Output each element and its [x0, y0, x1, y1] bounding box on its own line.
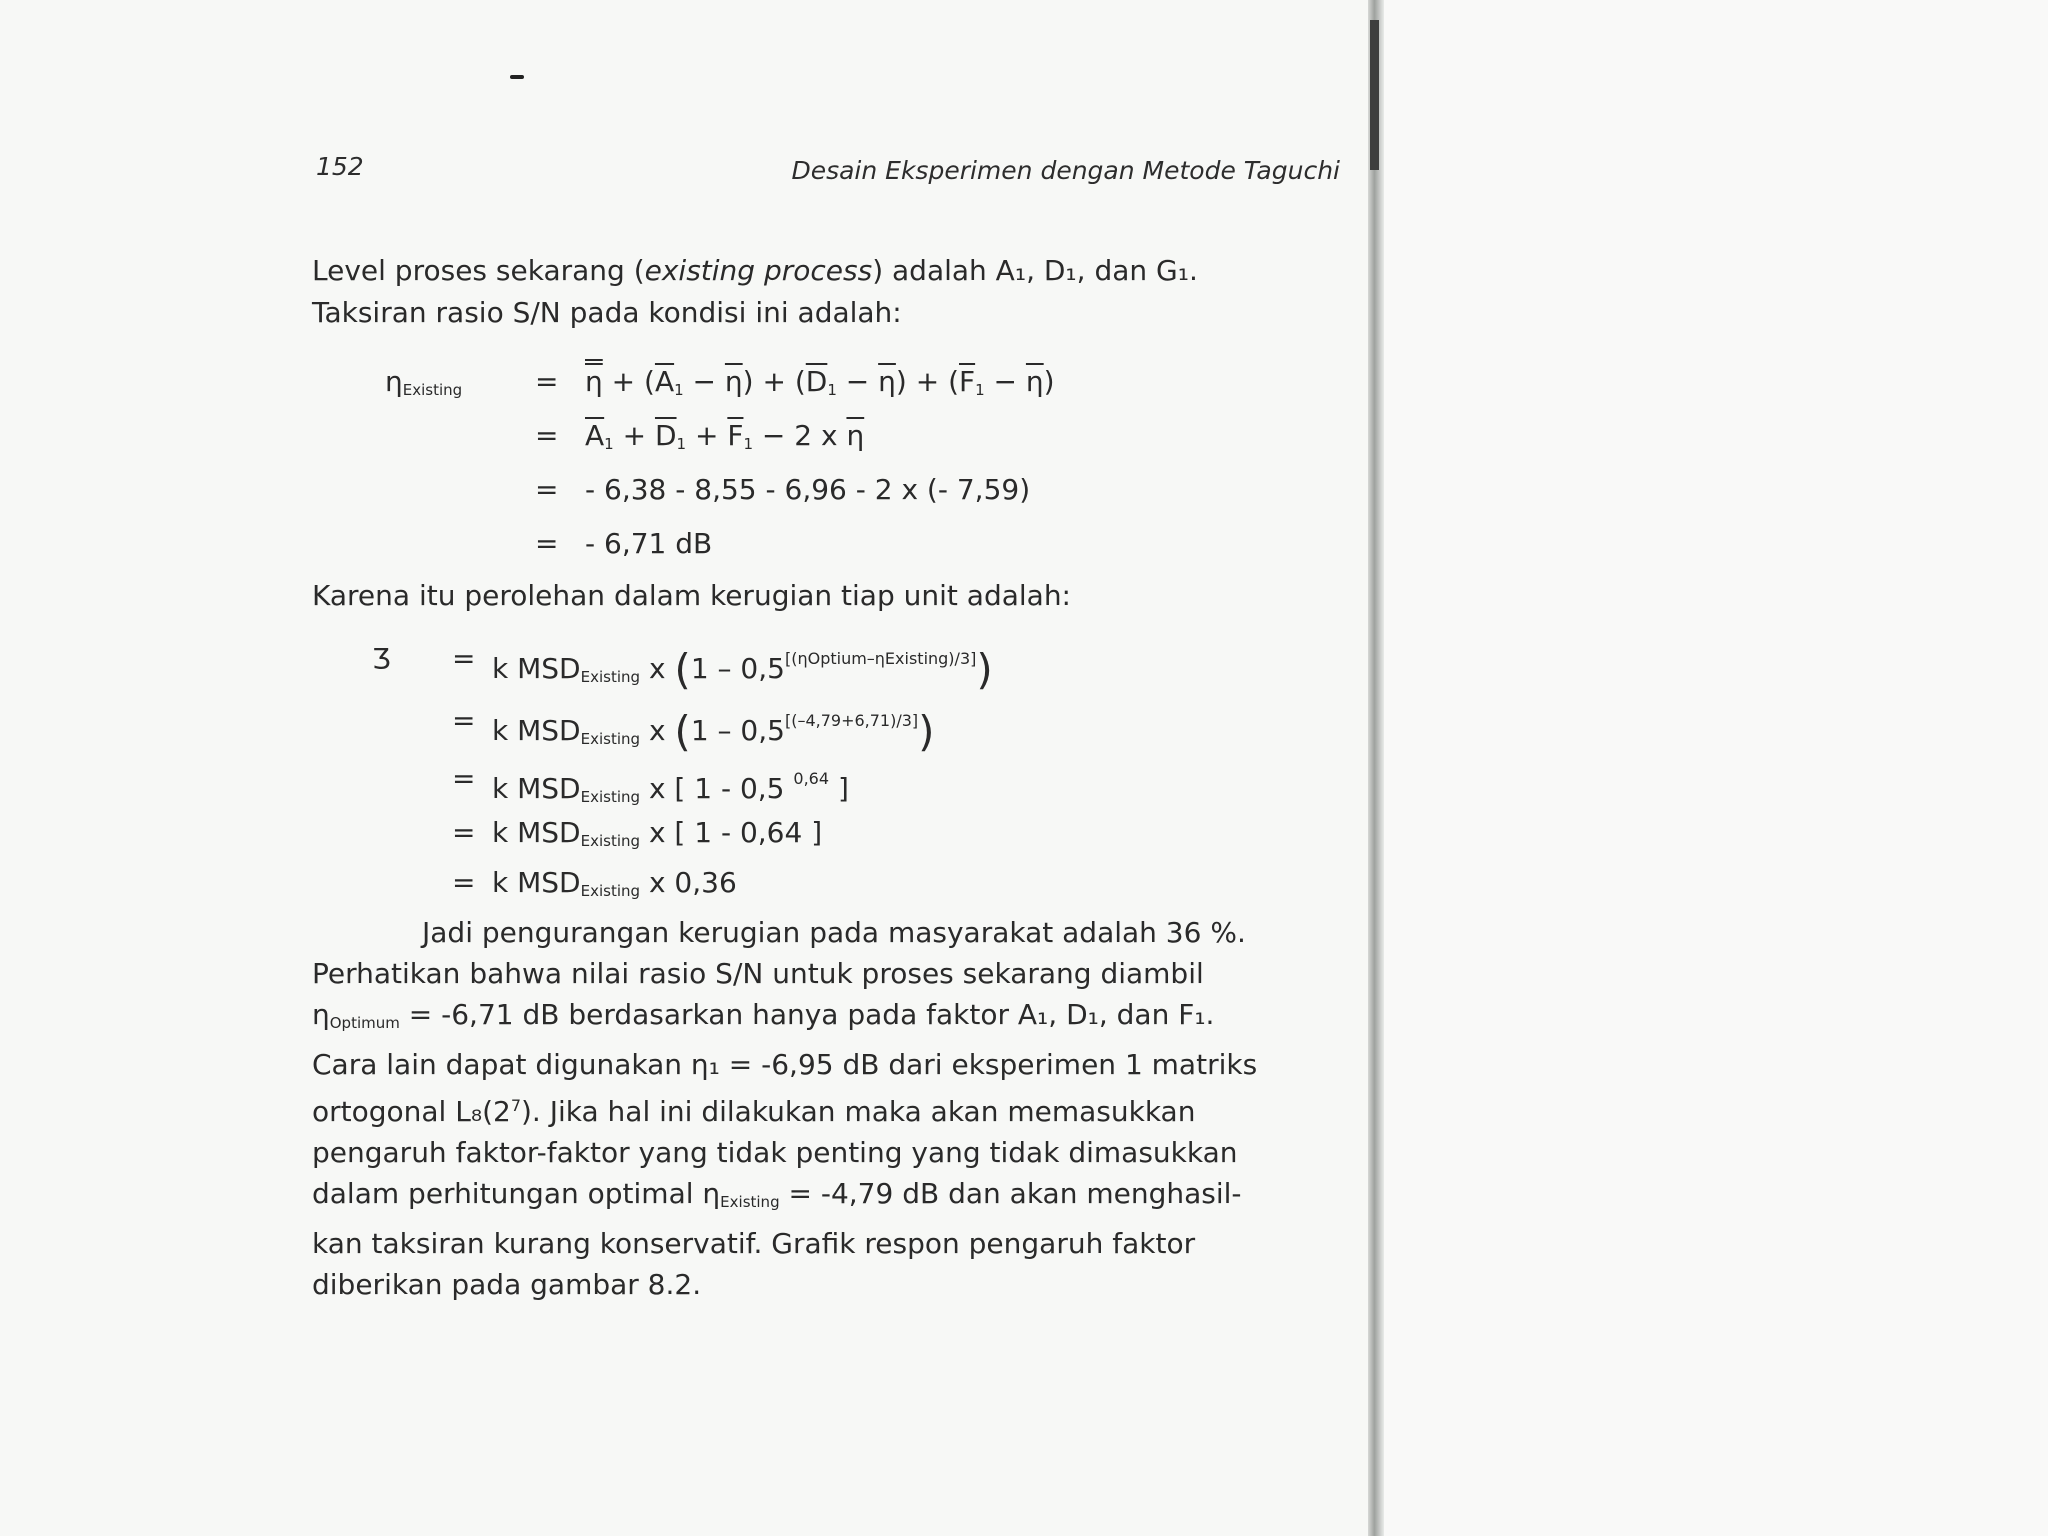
page-header	[316, 152, 1340, 192]
one-minus: 1 – 0,5	[690, 652, 785, 685]
kmsd-sub: Existing	[580, 832, 641, 850]
kmsd-text: k MSD	[492, 866, 581, 899]
loss-row-5	[372, 854, 1312, 904]
conclusion-line5	[312, 1085, 1332, 1132]
karena-line: Karena itu perolehan dalam kerugian tiap unit adalah:	[312, 579, 1071, 612]
eta-step1: $\eta + (\overline{A}_1 - \overline{\eta}) + (\overline{D}_1 - \overline{\eta}) + (\overline{F}_1 - \overline{\eta})$	[585, 365, 1055, 399]
kmsd-sub: Existing	[580, 882, 641, 900]
times-sign: x	[648, 866, 666, 899]
eta-step4: - 6,71 dB	[585, 527, 713, 560]
conclusion-line3-rest: = -6,71 dB berdasarkan hanya pada faktor A₁, D₁, dan F₁.	[399, 998, 1215, 1031]
kmsd-text: k MSD	[492, 652, 581, 685]
intro-paragraph	[312, 250, 1332, 334]
times-sign: x	[648, 652, 666, 685]
eta-row-2	[385, 409, 1285, 463]
equals-sign: =	[452, 762, 476, 795]
intro-line1-prefix: Level proses sekarang (	[312, 254, 645, 287]
loss-row-4	[372, 804, 1312, 854]
equals-sign: =	[452, 704, 476, 737]
page-edge-shadow	[1370, 20, 1379, 170]
equals-sign: =	[535, 527, 559, 560]
kmsd-sub: Existing	[580, 788, 641, 806]
exponent-1: [(ηOptium–ηExisting)/3]	[784, 649, 977, 668]
step3-exponent: 0,64	[793, 769, 830, 788]
kmsd-text: k MSD	[492, 816, 581, 849]
conclusion-line7-prefix: dalam perhitungan optimal η	[312, 1177, 721, 1210]
equals-sign: =	[452, 866, 476, 899]
kmsd-text: k MSD	[492, 714, 581, 747]
conclusion-line3	[312, 994, 1332, 1044]
conclusion-line5-prefix: ortogonal L₈(2	[312, 1095, 511, 1128]
equals-sign: =	[535, 419, 559, 452]
conclusion-line7-suffix: = -4,79 dB dan akan menghasil-	[779, 1177, 1242, 1210]
conclusion-line2: Perhatikan bahwa nilai rasio S/N untuk proses sekarang diambil	[312, 957, 1204, 990]
kmsd-sub: Existing	[580, 730, 641, 748]
eta-step3: - 6,38 - 8,55 - 6,96 - 2 x (- 7,59)	[585, 473, 1031, 506]
eta-optimum-sub: Optimum	[329, 1014, 400, 1032]
book-page	[300, 140, 1340, 1340]
conclusion-line4: Cara lain dapat digunakan η₁ = -6,95 dB dari eksperimen 1 matriks	[312, 1048, 1258, 1081]
conclusion-line6: pengaruh faktor-faktor yang tidak penting yang tidak dimasukkan	[312, 1136, 1238, 1169]
eta-existing-sub: Existing	[720, 1193, 780, 1211]
conclusion-line5-exponent: 7	[510, 1096, 521, 1115]
loss-step5	[492, 854, 737, 920]
eta-existing-derivation	[385, 355, 1285, 571]
kmsd-sub: Existing	[580, 668, 641, 686]
step3-b: ]	[837, 772, 849, 805]
times-sign: x	[648, 714, 666, 747]
eta-row-4	[385, 517, 1285, 571]
conclusion-line7	[312, 1173, 1332, 1223]
one-minus: 1 – 0,5	[690, 714, 785, 747]
loss-step2: k $MSD_{Existing}$ x (1 – 0,5[(–4,79+6,71)/3])	[492, 707, 935, 756]
eta-existing-label	[385, 355, 462, 417]
eta-row-1	[385, 355, 1285, 409]
conclusion-line5-suffix: ). Jika hal ini dilakukan maka akan memasukkan	[521, 1095, 1196, 1128]
conclusion-line8: kan taksiran kurang konservatif. Grafik respon pengaruh faktor	[312, 1227, 1196, 1260]
loss-derivation	[372, 630, 1312, 904]
page-edge	[1368, 0, 1384, 1536]
loss-row-2	[372, 692, 1312, 756]
conclusion-paragraph	[312, 912, 1332, 1305]
kmsd-text: k MSD	[492, 772, 581, 805]
step4-value: [ 1 - 0,64 ]	[674, 816, 823, 849]
page-number: 152	[316, 152, 364, 181]
equals-sign: =	[535, 473, 559, 506]
equals-sign: =	[452, 642, 476, 675]
conclusion-line1: Jadi pengurangan kerugian pada masyarakat adalah 36 %.	[422, 916, 1246, 949]
equals-sign: =	[452, 816, 476, 849]
eta-label-sub: Existing	[402, 381, 463, 399]
eta-symbol: η	[385, 365, 403, 398]
exponent-2: [(–4,79+6,71)/3]	[784, 711, 919, 730]
intro-line2: Taksiran rasio S/N pada kondisi ini adalah:	[312, 296, 902, 329]
times-sign: x	[648, 816, 666, 849]
facing-page	[1384, 0, 2048, 1536]
conclusion-line9: diberikan pada gambar 8.2.	[312, 1268, 702, 1301]
eta-symbol: η	[312, 998, 330, 1031]
running-title: Desain Eksperimen dengan Metode Taguchi	[791, 156, 1340, 185]
loss-step1: k $MSD_{Existing}$ x (1 – 0,5[(ηOptium–ηExisting)/3])	[492, 645, 993, 694]
loss-row-3	[372, 750, 1312, 804]
scan-speck	[510, 75, 524, 79]
eta-row-3	[385, 463, 1285, 517]
eta-step2: $\overline{A}_1 + \overline{D}_1 + \overline{F}_1 - 2$ x $\overline{\eta}$	[585, 419, 865, 453]
step5-value: 0,36	[674, 866, 737, 899]
intro-line1-italic: existing process	[644, 254, 873, 287]
loss-row-1	[372, 630, 1312, 692]
intro-line1-suffix: ) adalah A₁, D₁, dan G₁.	[872, 254, 1198, 287]
times-sign: x	[648, 772, 666, 805]
equals-sign: =	[535, 365, 559, 398]
step3-a: [ 1 - 0,5	[674, 772, 785, 805]
loss-label: Ʒ	[372, 642, 391, 675]
